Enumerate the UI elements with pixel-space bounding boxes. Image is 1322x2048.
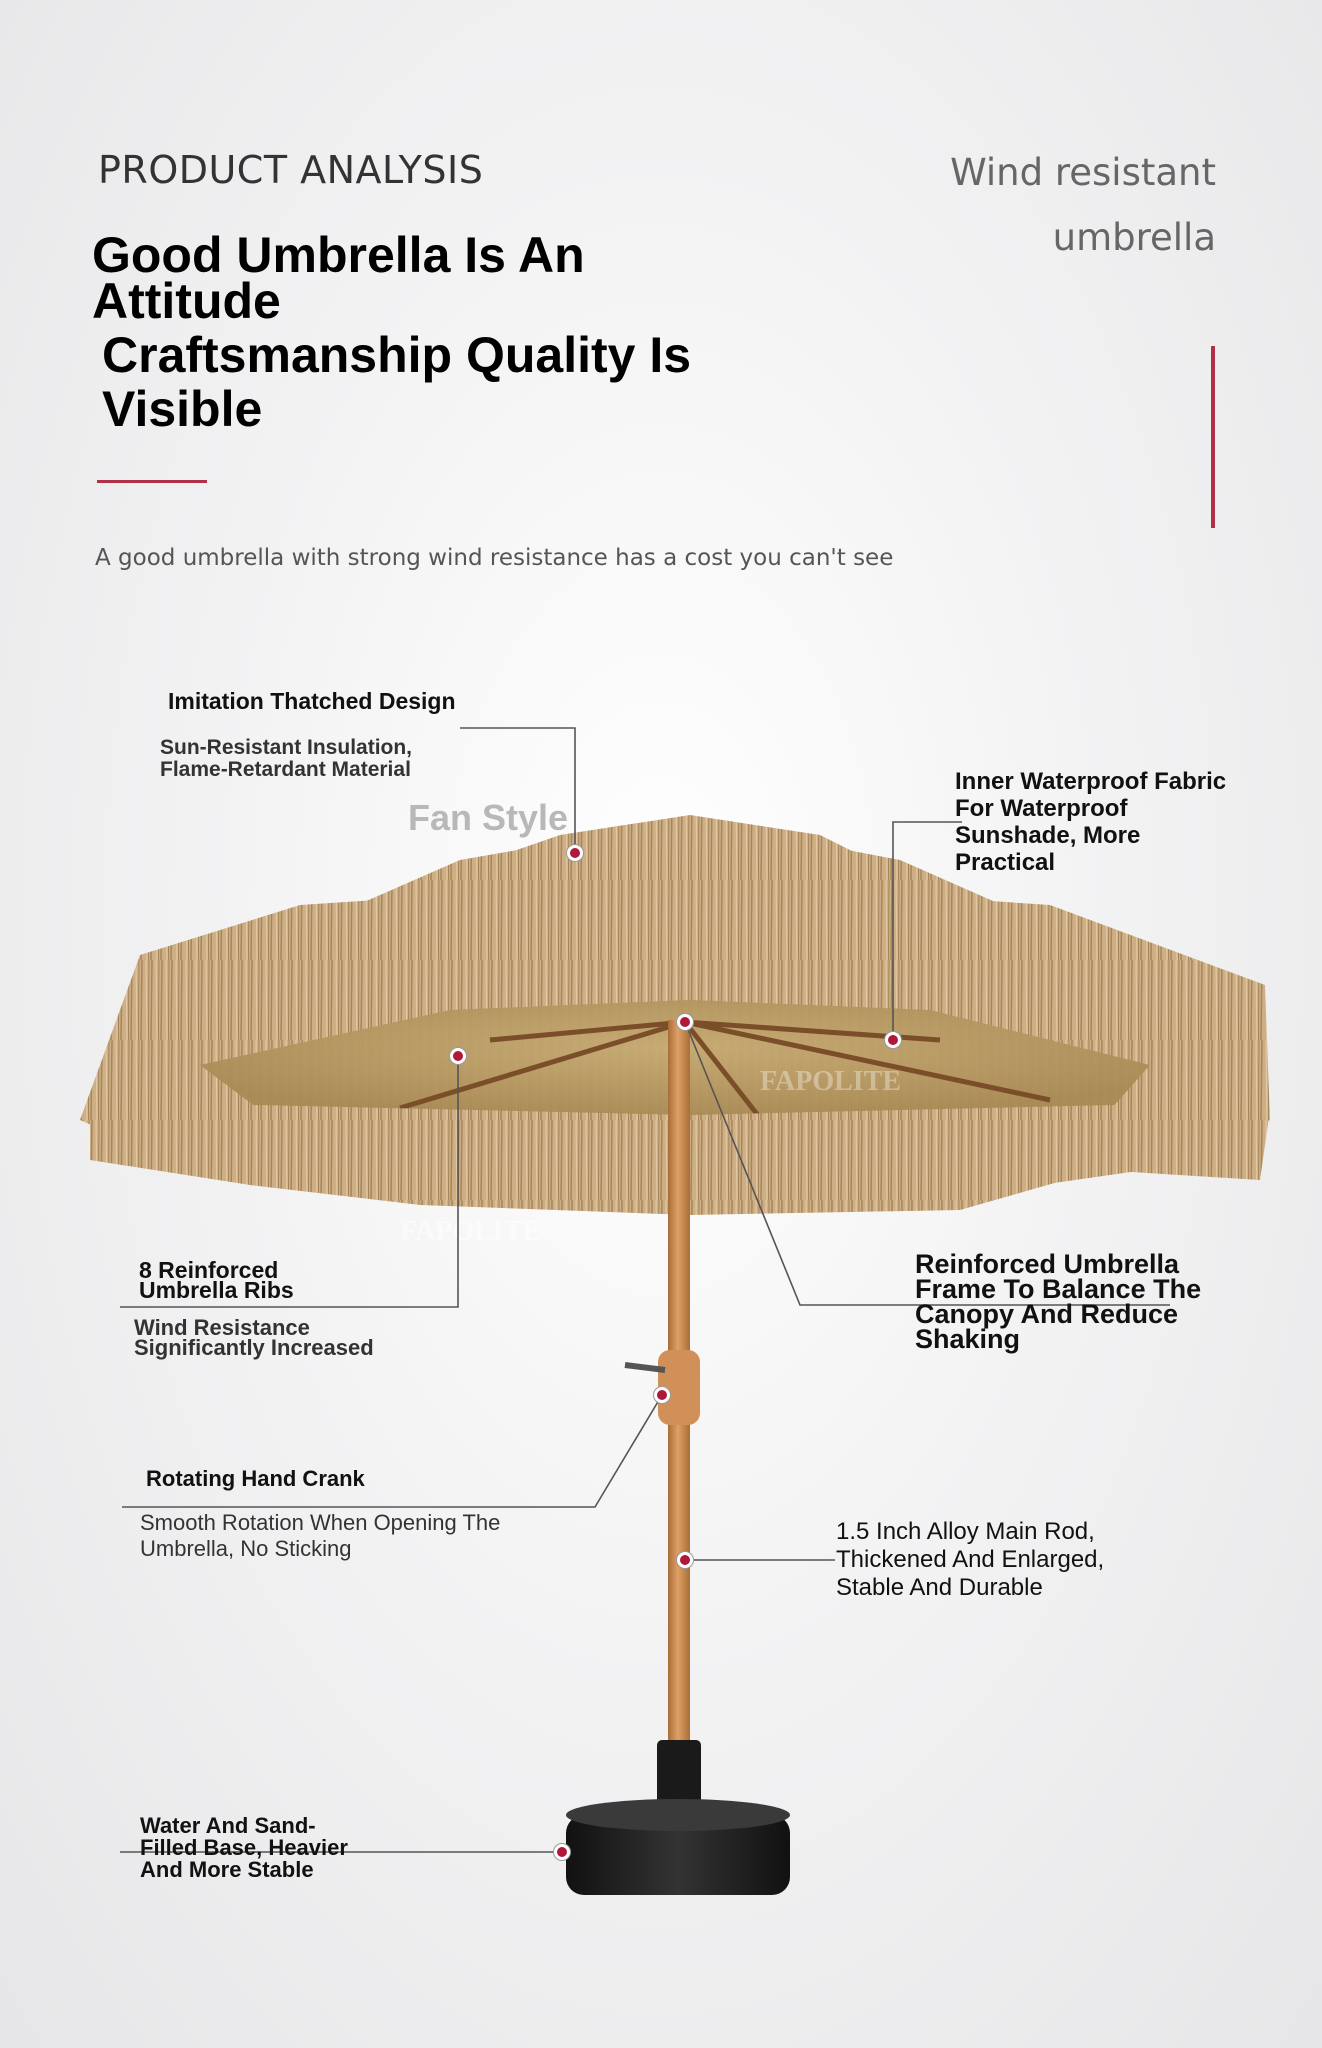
base-title: Water And Sand-Filled Base, Heavier And More Stable [140, 1813, 348, 1882]
wind-line-1: Wind resistant [950, 151, 1216, 194]
dot-rod [677, 1552, 693, 1568]
dot-crank [654, 1387, 670, 1403]
section-label: PRODUCT ANALYSIS [98, 148, 484, 192]
thatch-body: Sun-Resistant Insulation, Flame-Retardant Material [160, 736, 413, 781]
headline-line-2: Craftsmanship Quality Is Visible [102, 327, 692, 437]
ribs-title: 8 Reinforced Umbrella Ribs [139, 1257, 294, 1303]
wind-line-2: umbrella [1052, 216, 1216, 259]
watermark-2: FAPOLITE [400, 1216, 542, 1247]
dot-ribs [450, 1048, 466, 1064]
subtitle: A good umbrella with strong wind resistance has a cost you can't see [95, 545, 894, 571]
dot-frame [677, 1014, 693, 1030]
ribs-body: Wind Resistance Significantly Increased [134, 1315, 374, 1360]
headline-line-1: Good Umbrella Is An Attitude [92, 227, 585, 329]
dot-thatch [567, 845, 583, 861]
dot-base [554, 1844, 570, 1860]
dot-fabric [885, 1032, 901, 1048]
frame-title: Reinforced Umbrella Frame To Balance The Canopy And Reduce Shaking [915, 1249, 1202, 1354]
thatch-title: Imitation Thatched Design [168, 688, 456, 714]
watermark-1: FAPOLITE [760, 1066, 902, 1097]
fan-style-label: Fan Style [408, 797, 569, 838]
crank-title: Rotating Hand Crank [146, 1466, 365, 1491]
rod-body: 1.5 Inch Alloy Main Rod, Thickened And Enlarged, Stable And Durable [836, 1518, 1105, 1601]
crank-body: Smooth Rotation When Opening The Umbrella, No Sticking [140, 1510, 501, 1561]
fabric-title: Inner Waterproof Fabric For Waterproof Sunshade, More Practical [955, 768, 1227, 876]
